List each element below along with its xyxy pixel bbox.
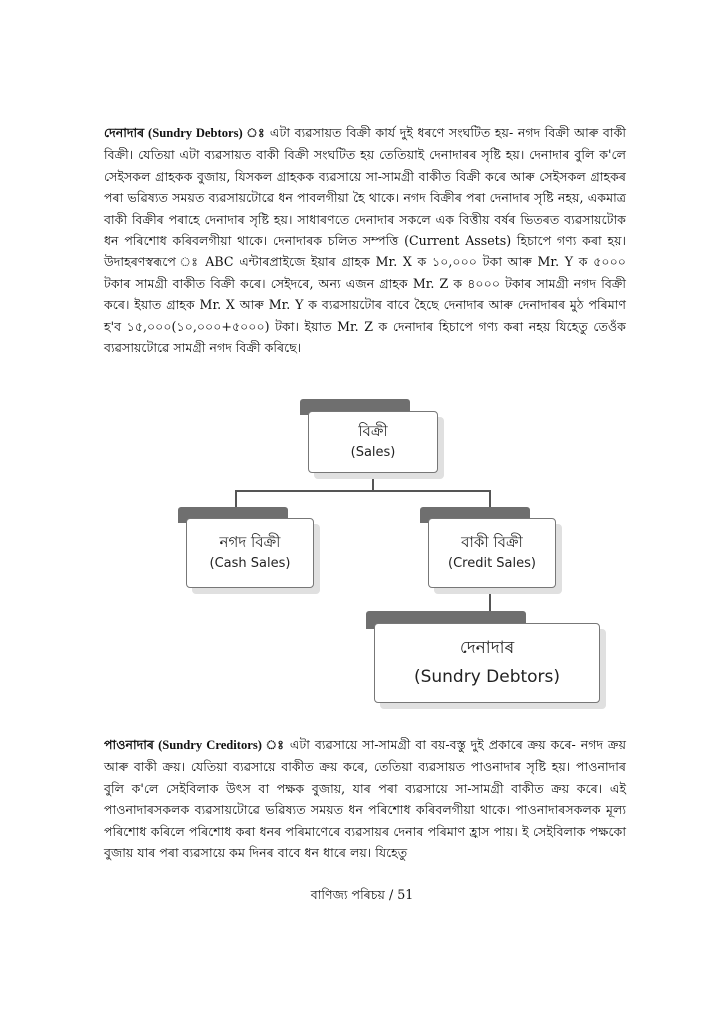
connector-cash-down — [235, 490, 237, 507]
debtors-label-en: (Sundry Debtors) — [413, 667, 561, 687]
connector-horizontal — [235, 490, 491, 492]
sundry-debtors-box — [374, 623, 600, 703]
connector-sales-down — [372, 473, 374, 491]
connector-credit-down — [489, 490, 491, 507]
cash-sales-label-bn: নগদ বিক্ৰী — [219, 533, 281, 551]
page-footer: বাণিজ্য পৰিচয় / 51 — [310, 887, 414, 902]
sales-label-en: (Sales) — [350, 445, 396, 460]
sundry-creditors-text: এটা ব্যৱসায়ে সা-সামগ্ৰী বা বয়-বস্তু দুই প্ৰকাৰে ক্ৰয় কৰে- নগদ ক্ৰয় আৰু বাকী ক্ৰয়। যেতিয়া ব্যৱসায়ে বাকীত ক্ৰয় কৰে, তেতিয়া ব্যৱসায়ত পাওনাদাৰ সৃষ্টি হয়। পাওনাদাৰ বুলি ক'লে সেইবিলাক উৎস বা পক্ষক বুজায়, যাৰ পৰা ব্যৱসায়ে সা-সামগ্ৰী বাকীত ক্ৰয় কৰে। এই পাওনাদাৰসকলক ব্যৱসায়টোৱে ভৱিষ্যত সময়ত ধন পৰিশোধ কৰিবলগীয়া থাকে। পাওনাদাৰসকলক মূল্য পৰিশোধ কৰিলে পৰিশোধ কৰা ধনৰ পৰিমাণেৰে ব্যৱসায়ৰ দেনাৰ পৰিমাণ হ্ৰাস পায়। ই সেইবিলাক পক্ষকো বুজায় যাৰ পৰা ব্যৱসায়ে কম দিনৰ বাবে ধন ধাৰে লয়। যিহেতু — [104, 737, 626, 861]
sundry-creditors-paragraph — [104, 734, 626, 863]
credit-sales-box — [428, 518, 556, 588]
sundry-creditors-term: পাওনাদাৰ (Sundry Creditors) ঃ — [104, 738, 285, 752]
sundry-debtors-text: এটা ব্যৱসায়ত বিক্ৰী কাৰ্য দুই ধৰণে সংঘটিত হয়- নগদ বিক্ৰী আৰু বাকী বিক্ৰী। যেতিয়া এটা ব্যৱসায়ত বাকী বিক্ৰী সংঘটিত হয় তেতিয়াই দেনাদাৰৰ সৃষ্টি হয়। দেনাদাৰ বুলি ক'লে সেইসকল গ্ৰাহকক বুজায়, যিসকল গ্ৰাহকক ব্যৱসায়ে সা-সামগ্ৰী বাকীত বিক্ৰী কৰে আৰু সেইসকল গ্ৰাহকৰ পৰা ভৱিষ্যত সময়ত ব্যৱসায়টোৱে ধন পাবলগীয়া হৈ থাকে। নগদ বিক্ৰীৰ পৰা দেনাদাৰ সৃষ্টি নহয়, একমাত্ৰ বাকী বিক্ৰীৰ পৰাহে দেনাদাৰ সৃষ্টি হয়। সাধাৰণতে দেনাদাৰ সকলে এক বিত্তীয় বৰ্ষৰ ভিতৰত ব্যৱসায়টোক ধন পৰিশোধ কৰিবলগীয়া থাকে। দেনাদাৰক চলিত সম্পত্তি (Current Assets) হিচাপে গণ্য কৰা হয়। উদাহৰণস্বৰূপে ঃ ABC এন্টাৰপ্ৰাইজে ইয়াৰ গ্ৰাহক Mr. X ক ১০,০০০ টকা আৰু Mr. Y ক ৫০০০ টকাৰ সামগ্ৰী বাকীত বিক্ৰী কৰে। সেইদৰে, অন্য এজন গ্ৰাহক Mr. Z ক ৪০০০ টকাৰ সামগ্ৰী নগদ বিক্ৰী কৰে। ইয়াত গ্ৰাহক Mr. X আৰু Mr. Y ক ব্যৱসায়টোৰ বাবে হৈছে দেনাদাৰ আৰু দেনাদাৰৰ মুঠ পৰিমাণ হ'ব ১৫,০০০(১০,০০০+৫০০০) টকা। ইয়াত Mr. Z ক দেনাদাৰ হিচাপে গণ্য কৰা নহয় যিহেতু তেওঁক ব্যৱসায়টোৱে সামগ্ৰী নগদ বিক্ৰী কৰিছে। — [104, 125, 626, 356]
cash-sales-box — [186, 518, 314, 588]
cash-sales-label-en: (Cash Sales) — [209, 556, 291, 571]
sundry-debtors-term: দেনাদাৰ (Sundry Debtors) ঃ — [104, 126, 266, 140]
sales-label-bn: বিক্ৰী — [358, 422, 388, 440]
sales-diagram — [140, 397, 620, 717]
debtors-label-bn: দেনাদাৰ — [459, 638, 515, 658]
credit-sales-label-en: (Credit Sales) — [448, 556, 536, 571]
sales-box — [308, 411, 438, 473]
credit-sales-label-bn: বাকী বিক্ৰী — [461, 533, 523, 551]
connector-credit-to-debtors — [489, 588, 491, 612]
sundry-debtors-paragraph — [104, 122, 626, 358]
